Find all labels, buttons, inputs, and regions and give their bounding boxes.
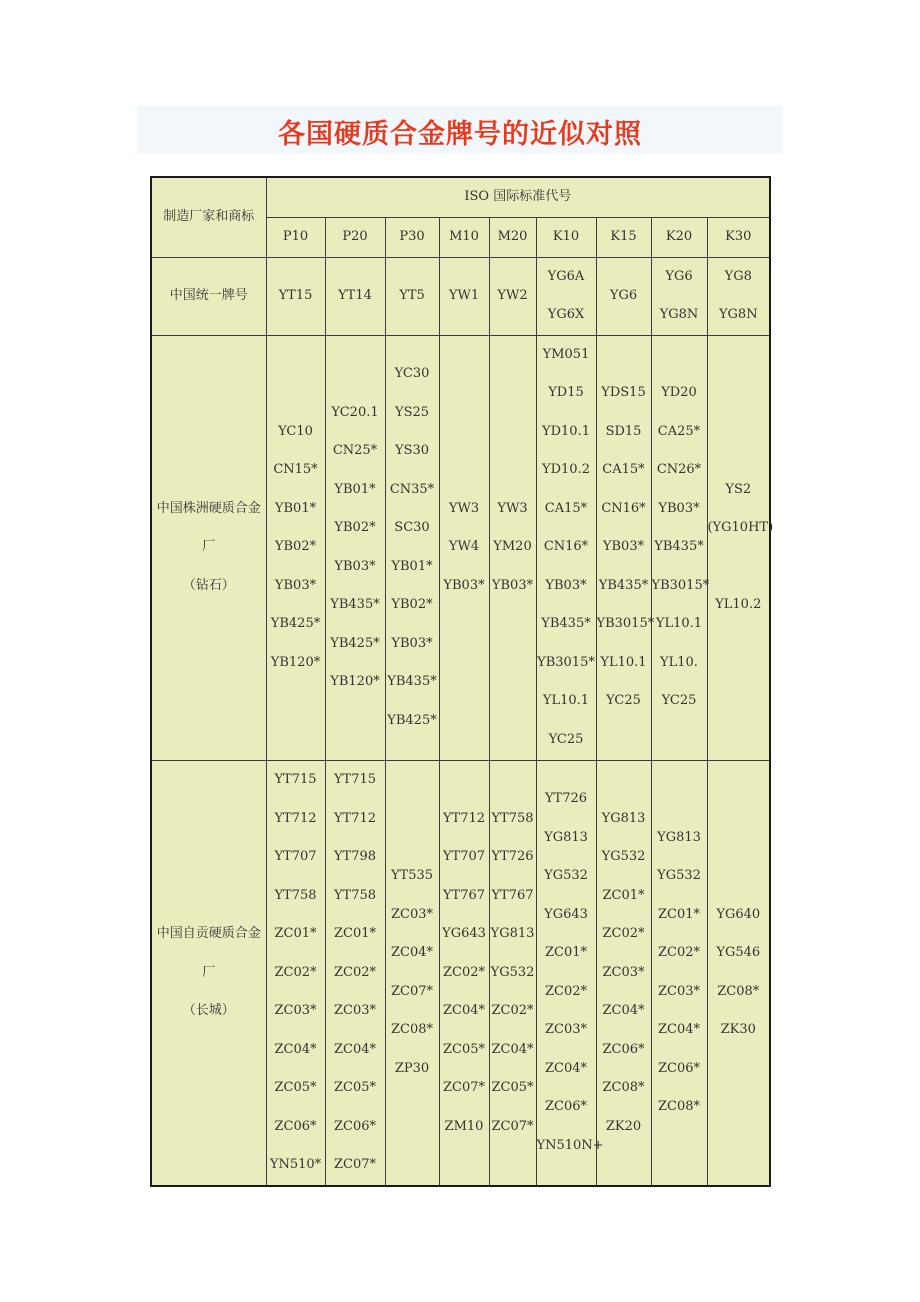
grade-code: ZC07*	[333, 1157, 377, 1172]
grade-code: YW2	[497, 287, 528, 303]
grade-code: YW4	[448, 539, 480, 555]
column-header: P20	[325, 217, 385, 257]
column-header: K20	[651, 217, 707, 257]
grade-code: YT14	[338, 287, 372, 303]
grade-code: YD20	[661, 385, 697, 401]
grade-code: ZM10	[444, 1118, 484, 1134]
grade-code: ZC05*	[491, 1080, 534, 1095]
grade-cell	[266, 257, 325, 335]
grade-cell	[489, 257, 536, 335]
grade-code: ZC04*	[657, 1022, 701, 1038]
grade-code: YL10.1	[600, 654, 647, 670]
grade-code: CA25*	[657, 423, 701, 439]
maker-name-line: （长城）	[182, 1003, 235, 1018]
header-row-iso	[151, 177, 770, 217]
grade-code: YD15	[548, 385, 584, 401]
grade-code: CN35*	[389, 481, 435, 497]
grade-cell	[596, 335, 655, 760]
grade-code: YT712	[333, 810, 377, 826]
grade-code: YC30	[394, 366, 430, 381]
grade-code: YC25	[661, 693, 697, 709]
grade-code: YB03*	[391, 635, 433, 651]
grade-code: ZC02*	[491, 1003, 534, 1018]
grade-code: YT5	[399, 287, 425, 303]
grade-code: CN16*	[601, 500, 646, 516]
grade-code: YG643	[442, 926, 486, 941]
grade-code: YDS15	[601, 385, 646, 401]
row-header-label: 制造厂家和商标	[151, 177, 266, 257]
grade-code: YG6	[609, 287, 638, 303]
grade-code: YW1	[448, 287, 480, 303]
grade-code: ZC01*	[333, 926, 377, 941]
grade-code: ZP30	[394, 1060, 430, 1076]
column-header: K10	[536, 217, 596, 257]
grade-code: YB01*	[274, 500, 317, 516]
grade-code: ZC02*	[333, 964, 377, 980]
grade-code: YD10.1	[542, 423, 590, 439]
grade-code: YG640	[716, 906, 761, 922]
grade-code: YT715	[274, 772, 317, 787]
grade-code: YG813	[601, 810, 646, 826]
grade-code: ZC07*	[491, 1118, 534, 1134]
grade-code: YS25	[394, 404, 430, 420]
grade-code: ZC03*	[657, 983, 701, 999]
grade-code: ZC03*	[390, 906, 434, 922]
grade-code: YB120*	[330, 674, 380, 689]
grade-code: ZC06*	[544, 1099, 588, 1115]
grade-code: YS30	[394, 443, 430, 458]
grade-code: YT767	[491, 887, 534, 903]
grade-cell	[439, 257, 489, 335]
grade-code: ZC04*	[390, 945, 434, 961]
grade-code: YB03*	[658, 500, 700, 516]
grade-cell	[385, 335, 439, 760]
grade-code: ZC03*	[274, 1003, 317, 1018]
grade-code: YT715	[333, 772, 377, 787]
grade-code: YM051	[542, 346, 590, 362]
grade-code: ZC06*	[274, 1118, 317, 1134]
column-header: P30	[385, 217, 439, 257]
grade-code: YL10.2	[715, 597, 762, 612]
iso-header: ISO 国际标准代号	[266, 177, 770, 217]
table-row	[151, 760, 770, 1186]
grade-code: ZC05*	[333, 1080, 377, 1095]
grade-cell	[536, 257, 596, 335]
grade-code: YB3015*	[537, 654, 595, 670]
grade-code: ZC08*	[657, 1099, 701, 1115]
grade-code: YB120*	[270, 654, 321, 670]
column-header: K15	[596, 217, 651, 257]
grade-code: YT15	[278, 287, 313, 303]
grade-cell	[707, 335, 774, 760]
grade-code: YB425*	[270, 616, 321, 632]
grade-cell	[707, 760, 770, 1186]
grade-code: ZC06*	[602, 1041, 645, 1057]
grade-code: YD10.2	[542, 462, 590, 478]
grade-code: ZC02*	[544, 983, 588, 999]
grade-code: YB435*	[387, 674, 437, 689]
grade-code: ZC08*	[717, 983, 760, 999]
grade-code: YT758	[274, 887, 317, 903]
grade-code: YN510N+	[536, 1137, 604, 1153]
grade-cell	[439, 760, 489, 1186]
grade-code: YB02*	[334, 520, 376, 535]
grade-code: YL10.1	[542, 693, 590, 709]
grade-code: (YG10HT)	[707, 520, 774, 535]
grade-cell	[536, 335, 596, 760]
grade-code: ZC01*	[602, 887, 645, 903]
grade-code: ZC02*	[657, 945, 701, 961]
grade-code: YG532	[490, 964, 535, 980]
grade-cell	[489, 760, 536, 1186]
grade-code: YC20.1	[331, 404, 379, 420]
grade-code: YB435*	[541, 616, 591, 632]
grade-cell	[596, 760, 651, 1186]
grade-code: YG6A	[547, 268, 585, 284]
grade-code: YB02*	[274, 539, 317, 555]
grade-cell	[325, 257, 385, 335]
grade-code: ZC08*	[602, 1080, 645, 1095]
column-header: K30	[707, 217, 770, 257]
grade-code: YB03*	[545, 577, 587, 593]
maker-name-line: 中国株洲硬质合金	[156, 500, 261, 516]
grade-code: YG8N	[659, 307, 699, 322]
grade-code: ZC02*	[274, 964, 317, 980]
grade-code: YB03*	[491, 577, 534, 593]
grade-code: ZC07*	[390, 983, 434, 999]
grade-code: ZC05*	[274, 1080, 317, 1095]
grade-code: CN25*	[332, 443, 378, 458]
grade-code: YG813	[657, 829, 701, 845]
grade-code: ZC06*	[657, 1060, 701, 1076]
grade-code: YG532	[657, 868, 701, 884]
grade-code: ZC04*	[602, 1003, 645, 1018]
grade-code: YG643	[544, 906, 588, 922]
grade-code: ZC04*	[544, 1060, 588, 1076]
grade-cell	[325, 335, 385, 760]
grade-code	[708, 548, 770, 587]
table-row	[151, 335, 770, 760]
grade-code: YB03*	[602, 539, 645, 555]
grade-code: YT707	[274, 849, 317, 864]
column-header: P10	[266, 217, 325, 257]
maker-cell	[151, 760, 266, 1186]
grade-code: YB03*	[443, 577, 485, 593]
grade-code: YB425*	[330, 635, 380, 651]
grade-code: YB435*	[654, 539, 704, 555]
maker-name-line: 厂	[202, 964, 216, 980]
grade-code: YG6	[665, 268, 693, 284]
grade-cell	[439, 335, 489, 760]
grade-comparison-table	[150, 176, 774, 1187]
table-body	[151, 177, 774, 1186]
grade-code: ZC02*	[602, 926, 645, 941]
grade-code: YT798	[333, 849, 377, 864]
grade-code: YT535	[390, 868, 434, 884]
grade-code: SD15	[605, 423, 642, 439]
grade-code: YB01*	[334, 481, 376, 497]
grade-code: YT712	[274, 810, 317, 826]
grade-code: YT758	[333, 887, 377, 903]
grade-cell	[385, 257, 439, 335]
maker-name-line: 中国自贡硬质合金	[156, 926, 261, 941]
maker-name-line: （钻石）	[182, 577, 235, 593]
column-header: M20	[489, 217, 536, 257]
grade-code: ZC08*	[390, 1022, 434, 1038]
grade-code: YT726	[491, 849, 534, 864]
grade-code: YB3015*	[651, 577, 710, 593]
grade-code: CN16*	[543, 539, 589, 555]
grade-code: CN26*	[656, 462, 702, 478]
maker-cell	[151, 335, 266, 760]
grade-code: YM20	[493, 539, 532, 555]
grade-cell	[536, 760, 604, 1186]
grade-code: YB02*	[391, 597, 433, 612]
page-title: 各国硬质合金牌号的近似对照	[278, 119, 642, 150]
column-header: M10	[439, 217, 489, 257]
grade-code: ZC04*	[333, 1041, 377, 1057]
grade-code: YB01*	[391, 558, 433, 574]
grade-cell	[651, 257, 707, 335]
maker-cell	[151, 257, 266, 335]
grade-code: ZK20	[605, 1118, 642, 1134]
grade-code: SC30	[394, 520, 430, 535]
grade-code: CN15*	[273, 462, 318, 478]
grade-code: CA15*	[544, 500, 588, 516]
grade-code: ZC01*	[657, 906, 701, 922]
maker-name-line: 厂	[202, 539, 216, 555]
grade-code: YG546	[716, 945, 761, 961]
grade-code: YC10	[278, 423, 313, 439]
grade-code: YB03*	[334, 558, 376, 574]
grade-code: YG532	[601, 849, 646, 864]
grade-cell	[489, 335, 536, 760]
grade-code: ZC03*	[602, 964, 645, 980]
grade-code: ZK30	[720, 1022, 756, 1038]
grade-cell	[266, 760, 325, 1186]
grade-code: YT767	[442, 887, 486, 903]
grade-code: YB425*	[387, 712, 437, 728]
grade-cell	[651, 760, 707, 1186]
grade-code: YN510*	[269, 1157, 322, 1172]
grade-code: YG532	[544, 868, 588, 884]
grade-code: YS2	[725, 481, 752, 497]
grade-cell	[596, 257, 651, 335]
grade-code: CA15*	[602, 462, 645, 478]
grade-code: ZC01*	[544, 945, 588, 961]
grade-code: YB03*	[274, 577, 317, 593]
grade-code: ZC01*	[274, 926, 317, 941]
grade-code: YG6X	[547, 307, 585, 322]
grade-code: YG813	[544, 829, 588, 845]
grade-code: YW3	[497, 500, 528, 516]
grade-cell	[385, 760, 439, 1186]
grade-code: YG8	[724, 268, 752, 284]
grade-cell	[325, 760, 385, 1186]
grade-code: YB435*	[330, 597, 380, 612]
grade-code: ZC04*	[442, 1003, 486, 1018]
grade-code: YG8N	[718, 307, 758, 322]
grade-code: YL10.	[660, 654, 698, 670]
grade-code: ZC03*	[333, 1003, 377, 1018]
grade-code: YT758	[491, 810, 534, 826]
grade-code: ZC03*	[544, 1022, 588, 1038]
grade-cell	[266, 335, 325, 760]
grade-code: YT726	[544, 791, 588, 807]
grade-code: YC25	[548, 731, 584, 747]
grade-code: YL10.1	[655, 616, 703, 632]
grade-code: YB435*	[598, 577, 649, 593]
grade-cell	[651, 335, 710, 760]
grade-code: YW3	[448, 500, 480, 516]
grade-code: ZC02*	[442, 964, 486, 980]
grade-code: ZC04*	[274, 1041, 317, 1057]
grade-code: YC25	[606, 693, 641, 709]
grade-code: ZC04*	[491, 1041, 534, 1057]
grade-code: YT707	[442, 849, 486, 864]
grade-cell	[707, 257, 770, 335]
grade-code: YB3015*	[596, 616, 655, 632]
grade-code: YT712	[442, 810, 486, 826]
title-band	[137, 106, 783, 154]
grade-code: ZC05*	[442, 1041, 486, 1057]
grade-code: ZC06*	[333, 1118, 377, 1134]
maker-name-line: 中国统一牌号	[169, 287, 248, 303]
table-row	[151, 257, 770, 335]
grade-code: YG813	[490, 926, 535, 941]
grade-code: ZC07*	[442, 1080, 486, 1095]
